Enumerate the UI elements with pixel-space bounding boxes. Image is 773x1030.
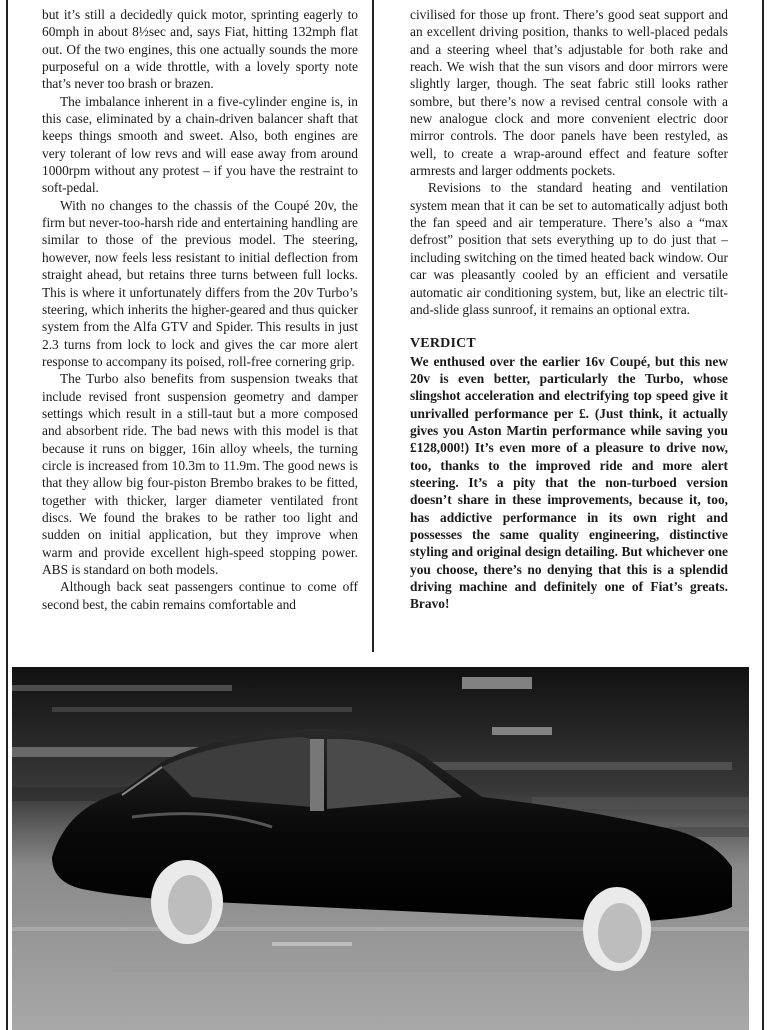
verdict-body: We enthused over the earlier 16v Coupé, but this new 20v is even better, particularly the Turbo, whose slingshot acceleration and electrifying top speed give it unrivalled performance per £. (Just think, it actually gives you Aston Martin performance while saving you £128,000!) It’s even more of a pleasure to drive now, too, thanks to the improved ride and more alert steering. It’s a pity that the non-turboed version doesn’t share in these improvements, because it, too, has addictive performance in its own right and possesses the same quality engineering, distinctive styling and original design detailing. But whichever one you choose, there’s no denying that this is a splendid driving machine and definitely one of Fiat’s greats. Bravo!	[410, 353, 728, 612]
spacer	[410, 318, 728, 335]
verdict-heading: VERDICT	[410, 336, 476, 352]
paragraph: The imbalance inherent in a five-cylinder engine is, in this case, eliminated by a chain-driven balancer shaft that keeps things smooth and sweet. Also, both engines are very tolerant of low revs and will ease away from around 1000rpm without any protest – if you have the restraint to soft-pedal.	[42, 93, 358, 196]
paragraph: but it’s still a decidedly quick motor, sprinting eagerly to 60mph in about 8½sec and, says Fiat, hitting 132mph flat out. Of the two engines, this one actually sounds the more purposeful on a wide throttle, with a lovely sporty note that’s never too brash or brazen.	[42, 7, 358, 92]
paragraph: With no changes to the chassis of the Coupé 20v, the firm but never-too-harsh ride and entertaining handling are similar to those of the previous model. The steering, however, now feels less resistant to initial deflection from straight ahead, but retains three turns between full locks. This is where it unfortunately differs from the 20v Turbo’s steering, which inherits the higher-geared and thus quicker system from the Alfa GTV and Spider. This results in just 2.3 turns from lock to lock and gives the car more alert response to accompany its poised, roll-free cornering grip.	[42, 197, 358, 369]
paragraph: Revisions to the standard heating and ventilation system mean that it can be set to automatically adjust both the fan speed and air temperature. There’s also a “max defrost” position that sets everything up to do just that – including switching on the timed heated back window. Our car was pleasantly cooled by an efficient and versatile automatic air conditioning system, but, like an electric tilt-and-slide glass sunroof, it remains an optional extra.	[410, 180, 728, 317]
right-column	[410, 6, 728, 613]
paragraph: The Turbo also benefits from suspension tweaks that include revised front suspension geometry and damper settings which result in a still-taut but a more composed and absorbent ride. The bad news with this model is that because it runs on bigger, 16in alloy wheels, the turning circle is increased from 10.3m to 11.9m. The good news is that they allow big four-piston Brembo brakes to be fitted, together with thicker, larger diameter ventilated front discs. We found the brakes to be rather too light and sudden on initial application, but they improve when warm and provide excellent high-speed stopping power. ABS is standard on both models.	[42, 371, 358, 577]
paragraph: Although back seat passengers continue to come off second best, the cabin remains comfortable and	[42, 579, 358, 612]
car-photo	[12, 667, 749, 1030]
left-column	[42, 6, 358, 613]
page-border-right	[762, 0, 764, 1030]
paragraph: civilised for those up front. There’s good seat support and an excellent driving position, thanks to well-placed pedals and a steering wheel that’s adjustable for both rake and reach. We wish that the sun visors and door mirrors were slightly larger, though. The seat fabric still looks rather sombre, but there’s now a revised central console with a new analogue clock and more convenient electric door mirror controls. The door panels have been restyled, as well, to create a wrap-around effect and feature softer armrests and larger oddments pockets.	[410, 7, 728, 179]
page-border-left	[6, 0, 8, 1030]
car-illustration	[12, 667, 749, 1030]
column-divider	[372, 0, 374, 652]
